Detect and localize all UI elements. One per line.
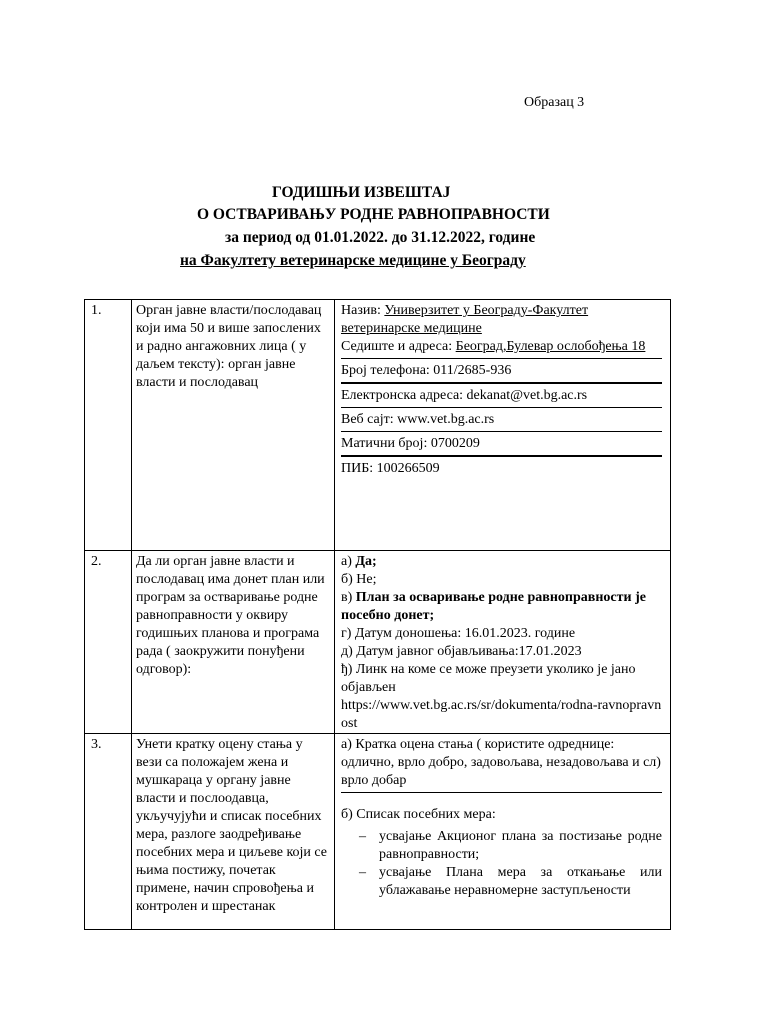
assessment-value: врло добар bbox=[341, 773, 407, 788]
option-d: д) Датум јавног објављивања:17.01.2023 bbox=[341, 644, 582, 659]
divider bbox=[341, 382, 662, 384]
divider bbox=[341, 407, 662, 408]
row-answer bbox=[335, 551, 671, 734]
org-address-label: Седиште и адреса: bbox=[341, 339, 456, 354]
org-phone: Број телефона: 011/2685-936 bbox=[341, 363, 512, 378]
title-line-2: О ОСТВАРИВАЊУ РОДНЕ РАВНОПРАВНОСТИ bbox=[197, 206, 550, 223]
form-label: Образац 3 bbox=[524, 95, 585, 110]
row-question: Орган јавне власти/послодавац који има 50 и више запослених и радно ангажовних лица ( у даљем тексту): орган јавне власти и послодавац bbox=[132, 300, 335, 551]
org-name-label: Назив: bbox=[341, 303, 385, 318]
divider bbox=[341, 455, 662, 457]
measures-list bbox=[341, 828, 662, 900]
org-name bbox=[341, 302, 662, 338]
row-number: 3. bbox=[85, 734, 132, 930]
org-website: Веб сајт: www.vet.bg.ac.rs bbox=[341, 412, 495, 427]
row-answer bbox=[335, 300, 671, 551]
option-a bbox=[341, 553, 662, 571]
table-row bbox=[85, 300, 671, 551]
org-reg-number: Матични број: 0700209 bbox=[341, 436, 480, 451]
table-row bbox=[85, 734, 671, 930]
org-email: Електронска адреса: dekanat@vet.bg.ac.rs bbox=[341, 388, 588, 403]
option-dj: ђ) Линк на коме се може преузети уколико је јано објављен bbox=[341, 662, 636, 695]
plan-link[interactable]: https://www.vet.bg.ac.rs/sr/dokumenta/rodna-ravnopravnost bbox=[341, 698, 662, 731]
divider bbox=[341, 792, 662, 793]
row-number: 1. bbox=[85, 300, 132, 551]
option-a-value: Да; bbox=[355, 554, 377, 569]
divider bbox=[341, 431, 662, 432]
list-item: – усвајање Акционог плана за постизање родне равноправности; bbox=[359, 828, 662, 864]
option-v-prefix: в) bbox=[341, 590, 356, 605]
org-address-value: Београд,Булевар ослобођења 18 bbox=[455, 339, 646, 354]
row-answer bbox=[335, 734, 671, 930]
option-g: г) Датум доношења: 16.01.2023. године bbox=[341, 626, 576, 641]
title-line-4: на Факултету ветеринарске медицине у Београду bbox=[180, 252, 526, 269]
report-table bbox=[84, 299, 671, 930]
org-name-value: Универзитет у Београду-Факултет ветеринарске медицине bbox=[341, 303, 589, 336]
list-item: – усвајање Плана мера за откањање или ублажавање неравномерне заступљености bbox=[359, 864, 662, 900]
measures-label: б) Списак посебних мера: bbox=[341, 807, 496, 822]
org-pib: ПИБ: 100266509 bbox=[341, 461, 440, 476]
row-question: Унети кратку оцену стања у вези са положајем жена и мушкараца у органу јавне власти и послоодавца, укључујући и списак посебних мера, разлоге заодређивање посебних мера и циљеве који се њима постижу, почетак примене, начин спровођења и контролен и шрестанак bbox=[132, 734, 335, 930]
title-line-1: ГОДИШЊИ ИЗВЕШТАЈ bbox=[272, 184, 451, 201]
org-address bbox=[341, 338, 662, 356]
row-number: 2. bbox=[85, 551, 132, 734]
option-b: б) Не; bbox=[341, 572, 377, 587]
row-question: Да ли орган јавне власти и послодавац има донет план или програм за остваривање родне равноправности у оквиру годишњих планова и програма рада ( заокружити понуђени одговор): bbox=[132, 551, 335, 734]
divider bbox=[341, 358, 662, 359]
title-line-3: за период од 01.01.2022. до 31.12.2022, године bbox=[225, 229, 536, 246]
option-v bbox=[341, 589, 662, 625]
option-v-value: План за осваривање родне равноправности је посебно донет; bbox=[341, 590, 646, 623]
table-row bbox=[85, 551, 671, 734]
assessment-prompt: а) Кратка оцена стања ( користите одреднице: одлично, врло добро, задовољава, незадовољава и сл) bbox=[341, 737, 661, 770]
option-a-prefix: а) bbox=[341, 554, 356, 569]
